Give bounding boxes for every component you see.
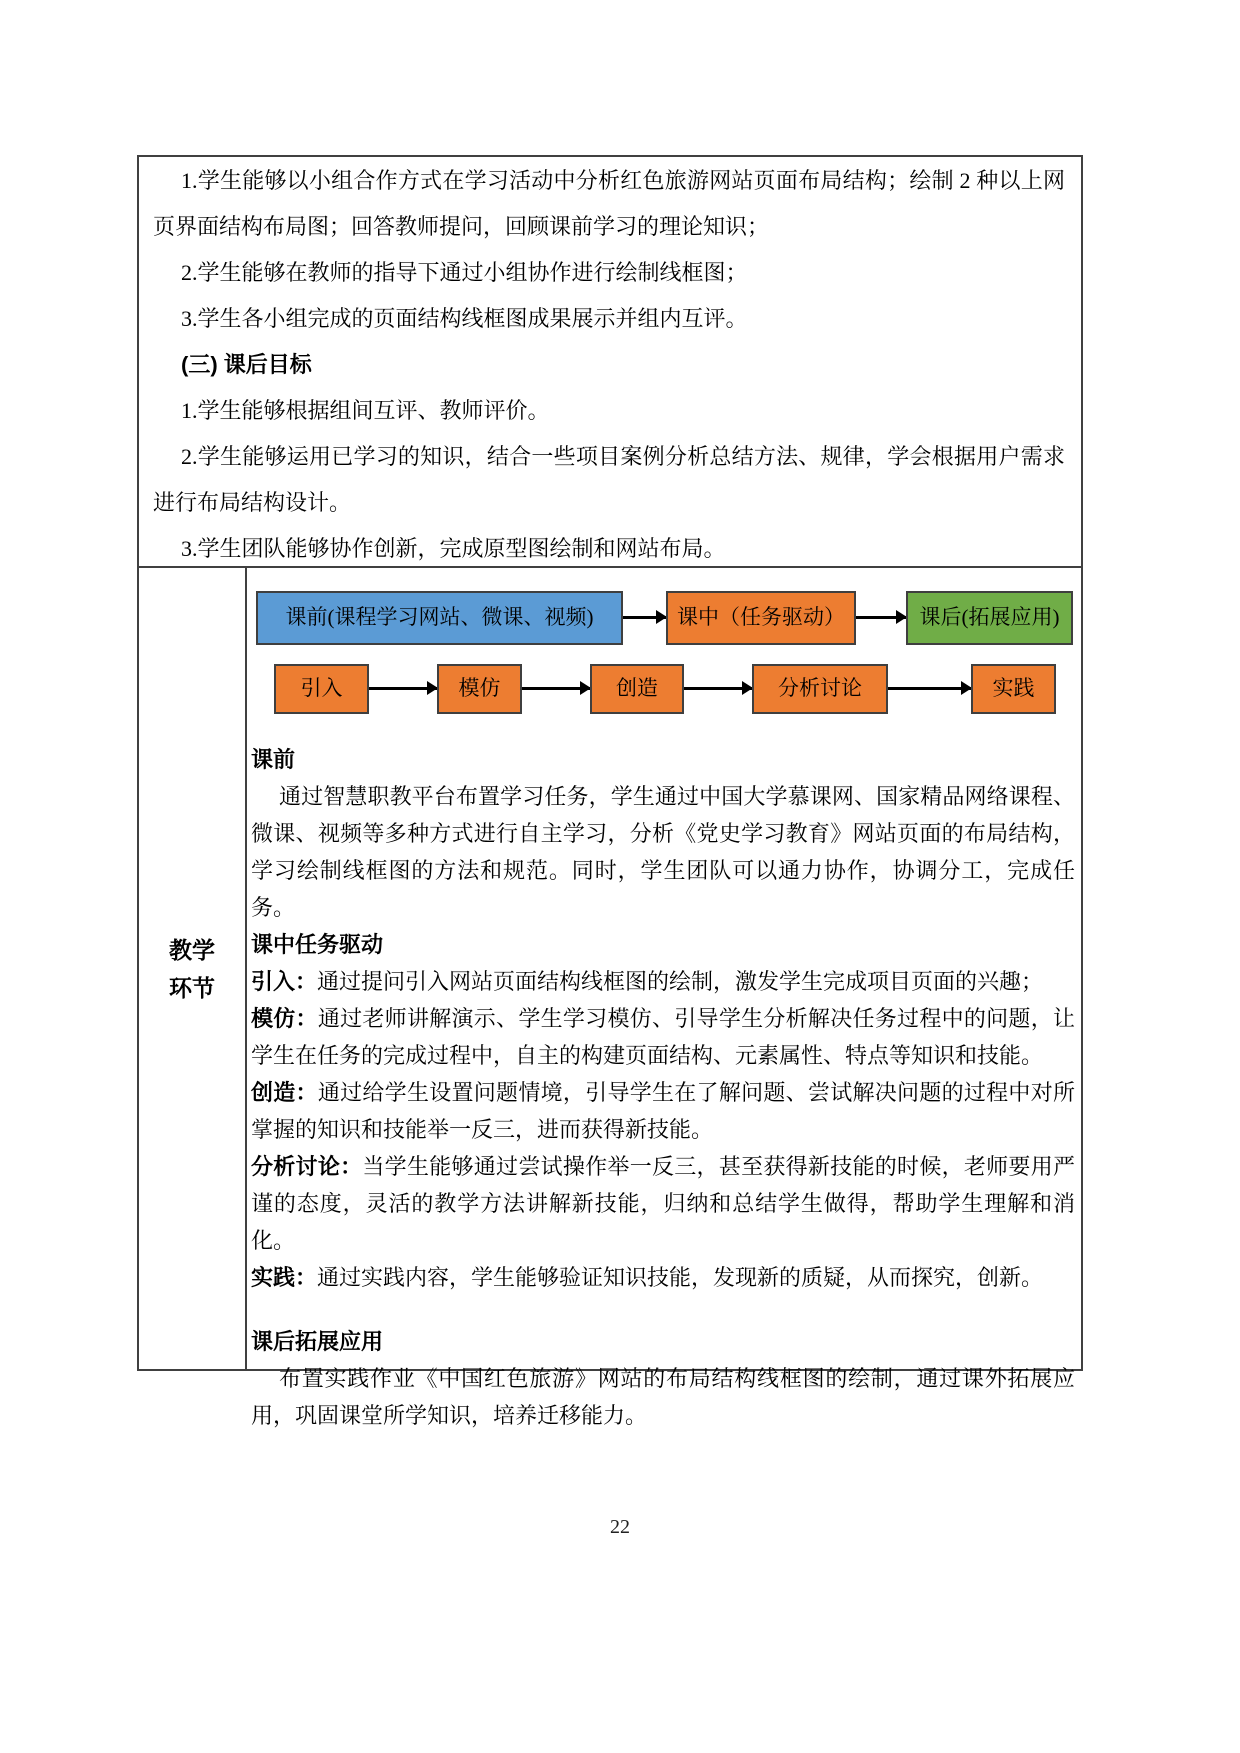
phase-item-create [251, 1074, 1075, 1148]
flow-arrow-icon [623, 616, 666, 619]
goal-item: 2.学生能够运用已学习的知识，结合一些项目案例分析总结方法、规律，学会根据用户需求进行布局结构设计。 [153, 444, 1065, 515]
page-number: 22 [610, 1516, 630, 1538]
goal-item: 2.学生能够在教师的指导下通过小组协作进行绘制线框图； [181, 260, 748, 285]
flow-box-after-class: 课后(拓展应用) [906, 591, 1073, 645]
row-header-cell [139, 568, 247, 1369]
goal-item: 3.学生团队能够协作创新，完成原型图绘制和网站布局。 [181, 536, 726, 561]
flow-box-create: 创造 [590, 664, 684, 714]
phase-item-lead: 实践： [251, 1265, 318, 1290]
phase-item-lead: 模仿： [251, 1006, 318, 1031]
phase-item-text: 通过实践内容，学生能够验证知识技能，发现新的质疑，从而探究，创新。 [317, 1265, 1044, 1290]
after-class-goals-heading: (三) 课后目标 [181, 352, 312, 377]
teaching-phases-cell [247, 568, 1081, 1428]
after-class-body: 布置实践作业《中国红色旅游》网站的布局结构线框图的绘制，通过课外拓展应用，巩固课堂所学知识，培养迁移能力。 [251, 1366, 1075, 1428]
row-header-line: 环节 [169, 974, 215, 1001]
lesson-plan-table [137, 155, 1083, 1428]
flow-arrow-icon [856, 616, 906, 619]
phase-item-imitate [251, 1000, 1075, 1074]
after-class-heading: 课后拓展应用 [251, 1329, 384, 1354]
phase-item-text: 通过给学生设置问题情境，引导学生在了解问题、尝试解决问题的过程中对所掌握的知识和技能举一反三，进而获得新技能。 [251, 1080, 1075, 1142]
flow-box-intro: 引入 [274, 664, 369, 714]
phase-item-text: 通过老师讲解演示、学生学习模仿、引导学生分析解决任务过程中的问题，让学生在任务的完成过程中，自主的构建页面结构、元素属性、特点等知识和技能。 [251, 1006, 1075, 1068]
phase-item-lead: 引入： [251, 969, 318, 994]
phase-item-intro [251, 963, 1075, 1000]
flow-box-imitate: 模仿 [437, 664, 522, 714]
phase-item-text: 通过提问引入网站页面结构线框图的绘制，激发学生完成项目页面的兴趣； [317, 969, 1044, 994]
row-header-line: 教学 [169, 936, 215, 963]
flow-arrow-icon [684, 687, 752, 690]
phase-flowchart [251, 583, 1075, 729]
flow-arrow-icon [369, 687, 437, 690]
flow-box-pre-class: 课前(课程学习网站、微课、视频) [256, 591, 623, 645]
in-class-heading: 课中任务驱动 [251, 932, 384, 957]
pre-class-body: 通过智慧职教平台布置学习任务，学生通过中国大学慕课网、国家精品网络课程、微课、视频等多种方式进行自主学习，分析《党史学习教育》网站页面的布局结构，学习绘制线框图的方法和规范。同时，学生团队可以通力协作，协调分工，完成任务。 [251, 784, 1075, 920]
phase-item-lead: 分析讨论： [251, 1154, 363, 1179]
goals-cell [139, 157, 1081, 568]
phase-item-lead: 创造： [251, 1080, 318, 1105]
teaching-phases-row [139, 568, 1081, 1428]
phase-item-text: 当学生能够通过尝试操作举一反三，甚至获得新技能的时候，老师要用严谨的态度，灵活的教学方法讲解新技能，归纳和总结学生做得，帮助学生理解和消化。 [251, 1154, 1075, 1253]
goal-item: 3.学生各小组完成的页面结构线框图成果展示并组内互评。 [181, 306, 748, 331]
phase-item-discuss [251, 1148, 1075, 1259]
flow-arrow-icon [888, 687, 971, 690]
flow-arrow-icon [522, 687, 590, 690]
pre-class-heading: 课前 [251, 747, 296, 772]
flow-box-discuss: 分析讨论 [752, 664, 888, 714]
flow-box-in-class: 课中（任务驱动） [666, 591, 856, 645]
goal-item: 1.学生能够以小组合作方式在学习活动中分析红色旅游网站页面布局结构；绘制 2 种以上网页界面结构布局图；回答教师提问，回顾课前学习的理论知识； [153, 168, 1065, 239]
phase-item-practice [251, 1259, 1075, 1296]
flow-box-practice: 实践 [971, 664, 1056, 714]
goal-item: 1.学生能够根据组间互评、教师评价。 [181, 398, 550, 423]
